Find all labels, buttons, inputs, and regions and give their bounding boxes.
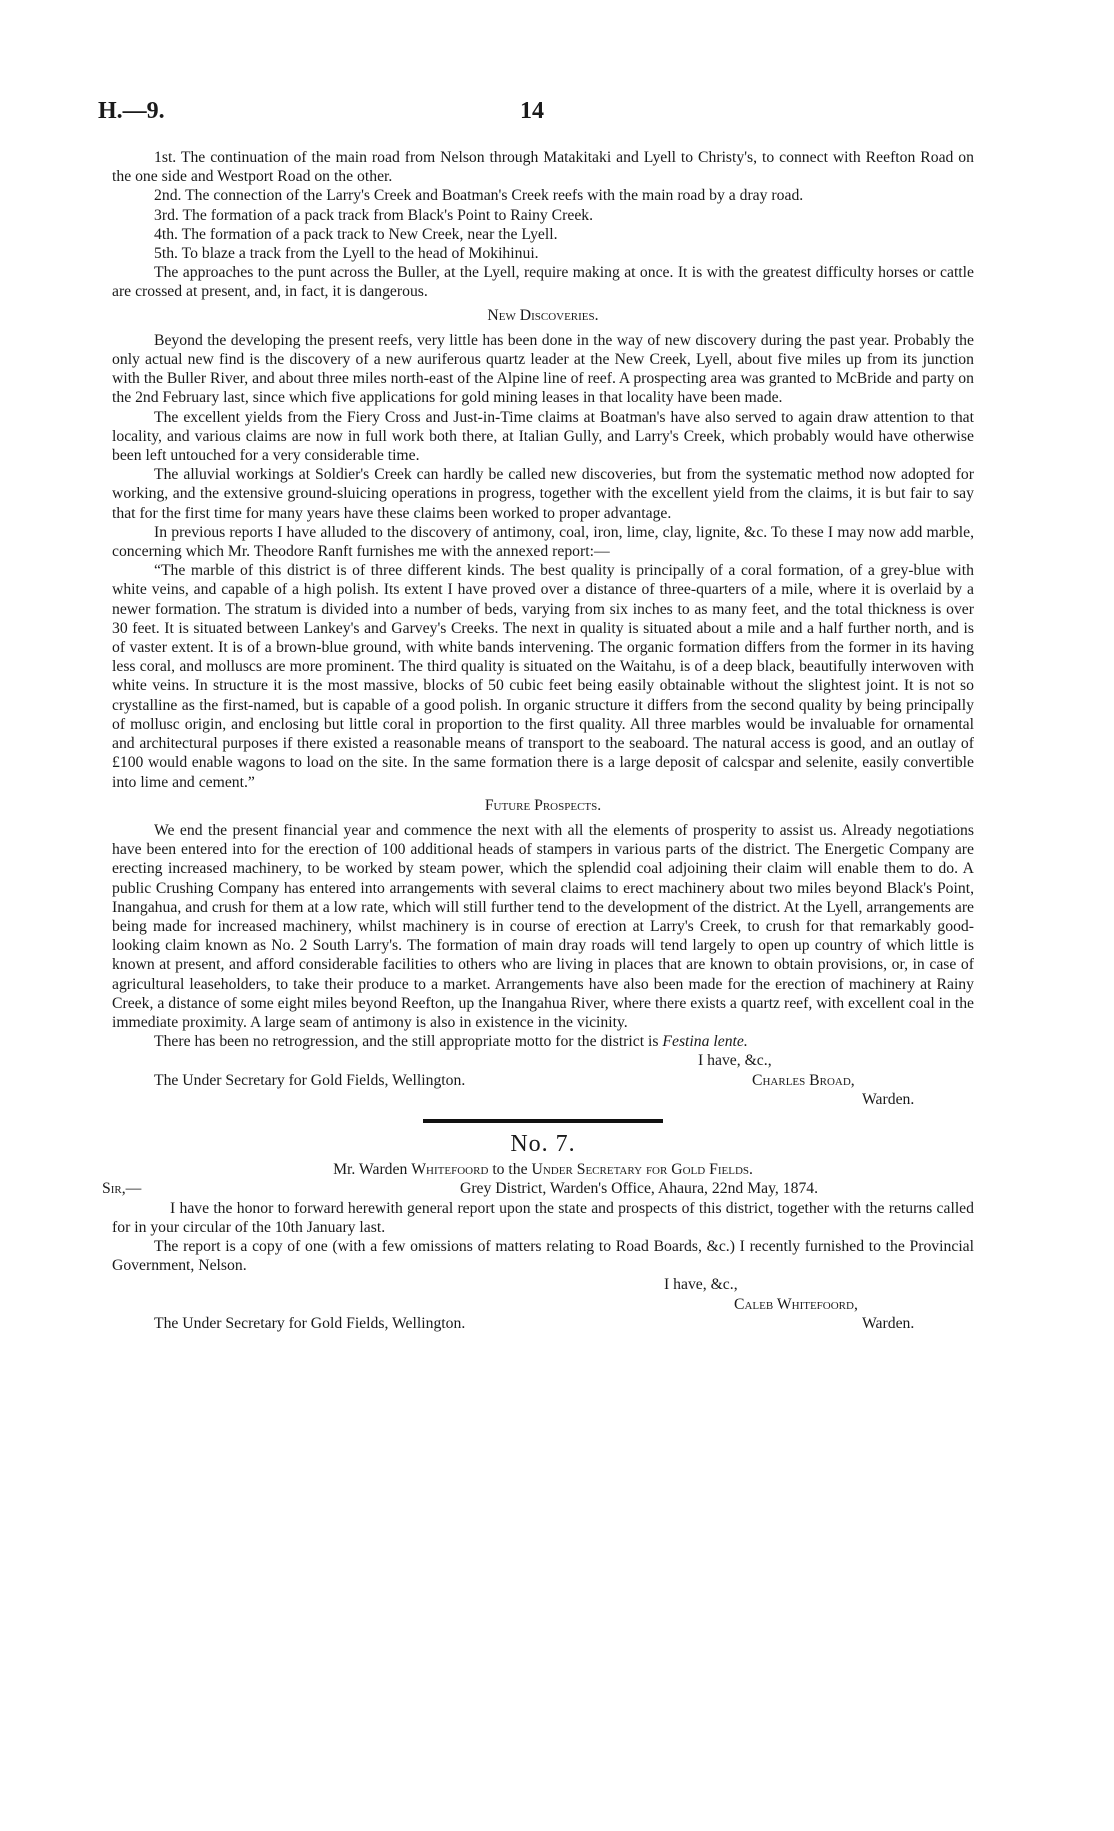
signoff-line-1 [112, 1051, 974, 1070]
paragraph: The report is a copy of one (with a few omissions of matters relating to Road Boards, &c.) I recently furnished to the Provincial Government, Nelson. [112, 1237, 974, 1275]
subtitle-prefix: Mr. Warden [333, 1161, 412, 1179]
i-have-text: I have, &c., [698, 1052, 772, 1070]
closing-paragraph [112, 1032, 974, 1051]
salutation-line [102, 1179, 974, 1198]
list-item: 5th. To blaze a track from the Lyell to the head of Mokihinui. [154, 245, 539, 263]
list-item: 1st. The continuation of the main road from Nelson through Matakitaki and Lyell to Christy's, to connect with Reefton Road on the one side and Westport Road on the other. [112, 149, 974, 186]
report-code: H.—9. [98, 98, 165, 124]
paragraph: We end the present financial year and commence the next with all the elements of prosperity to assist us. Already negotiations have been entered into for the erection of 100 additional heads of stampers in various parts of the district. The Energetic Company are erecting increased machinery, to be worked by steam power, which the splendid coal adjoining their claim will enable them to do. A public Crushing Company has entered into arrangements with several claims to erect machinery about two miles beyond Black's Point, Inangahua, and crush for them at a low rate, which will still further tend to the development of the district. At the Lyell, arrangements are being made for increased machinery, whilst machinery is in course of erection at Larry's Creek, to crush for that remarkably good-looking claim known as No. 2 South Larry's. The formation of main dray roads will tend largely to open up country of which little is known at present, and afford considerable facilities to others who are living in places that are known to obtain provisions, or, in case of agricultural leaseholders, to take their produce to a market. Arrangements have also been made for the erection of machinery at Rainy Creek, a distance of some eight miles beyond Reefton, up the Inangahua River, where there exists a quartz reef, with excellent coal in the immediate proximity. A large seam of antimony is also in existence in the vicinity. [112, 821, 974, 1031]
list-item: 2nd. The connection of the Larry's Creek and Boatman's Creek reefs with the main road by a dray road. [154, 187, 804, 205]
signer-name: Charles Broad, [752, 1071, 855, 1089]
signer-title: Warden. [862, 1314, 915, 1332]
signoff-line-3 [112, 1090, 974, 1109]
page-body [102, 148, 974, 1333]
salutation: Sir,— [102, 1180, 142, 1198]
paragraph: In previous reports I have alluded to the discovery of antimony, coal, iron, lime, clay, lignite, &c. To these I may now add marble, concerning which Mr. Theodore Ranft furnishes me with the annexed report:— [112, 523, 974, 561]
letter-subtitle [112, 1160, 974, 1179]
addressee: The Under Secretary for Gold Fields, Wellington. [154, 1314, 466, 1332]
section-divider [423, 1119, 663, 1123]
signer-name: Caleb Whitefoord, [734, 1295, 858, 1313]
subtitle-recipient: Under Secretary for Gold Fields. [531, 1161, 753, 1179]
subtitle-name: Whitefoord [411, 1161, 489, 1179]
road-list [112, 148, 974, 263]
addressee: The Under Secretary for Gold Fields, Wellington. [154, 1071, 466, 1089]
list-item: 3rd. The formation of a pack track from Black's Point to Rainy Creek. [154, 206, 594, 224]
signoff-line-3 [112, 1314, 974, 1333]
i-have-text: I have, &c., [664, 1276, 738, 1294]
approaches-paragraph: The approaches to the punt across the Buller, at the Lyell, require making at once. It is with the greatest difficulty horses or cattle are crossed at present, and, in fact, it is dangerous. [112, 264, 974, 301]
section-heading-new-discoveries: New Discoveries. [487, 306, 599, 324]
paragraph: The excellent yields from the Fiery Cross and Just-in-Time claims at Boatman's have also served to again draw attention to that locality, and various claims are now in full work both there, at Italian Gully, and Larry's Creek, which probably would have otherwise been left untouched for a very considerable time. [112, 408, 974, 465]
page-number: 14 [520, 98, 544, 124]
signer-title: Warden. [862, 1090, 915, 1108]
closing-motto: Festina lente. [662, 1033, 748, 1051]
paragraph: I have the honor to forward herewith general report upon the state and prospects of this district, together with the returns called for in your circular of the 10th January last. [112, 1199, 974, 1236]
paragraph: The alluvial workings at Soldier's Creek can hardly be called new discoveries, but from the systematic method now adopted for working, and the extensive ground-sluicing operations in progress, together with the excellent yield from the claims, it is but fair to say that for the first time for many years have these claims been worked to proper advantage. [112, 466, 974, 522]
signoff-line-2 [112, 1295, 974, 1314]
paragraph: Beyond the developing the present reefs, very little has been done in the way of new discovery during the past year. Probably the only actual new find is the discovery of a new auriferous quartz leader at the New Creek, Lyell, about five miles up from its junction with the Buller River, and about three miles north-east of the Alpine line of reef. A prospecting area was granted to McBride and party on the 2nd February last, since which five applications for gold mining leases in that locality have been made. [112, 331, 974, 407]
letter-number: No. 7. [510, 1130, 576, 1157]
marble-report-quote: “The marble of this district is of three different kinds. The best quality is principally of a coral formation, of a grey-blue with white veins, and capable of a high polish. Its extent I have proved over a distance of three-quarters of a mile, where it is overlaid by a newer formation. The stratum is divided into a number of beds, varying from six inches to as many feet, and the total thickness is over 30 feet. It is situated between Lankey's and Garvey's Creeks. The next in quality is situated about a mile and a half further north, and is of vaster extent. It is of a brown-blue ground, with white bands intervening. The organic formation differs from the former in its having less coral, and molluscs are more prominent. The third quality is situated on the Waitahu, is of a deep black, beautifully interwoven with white veins. In structure it is the most massive, blocks of 50 cubic feet being easily obtainable without the slightest joint. It is not so crystalline as the first-named, but is capable of a good polish. In organic structure it differs from the second quality by being principally of mollusc origin, and enclosing but little coral in proportion to the first quality. All three marbles would be invaluable for ornamental and architectural purposes if there existed a reasonable means of transport to the seaboard. The natural access is good, and an outlay of £100 would enable wagons to load on the site. In the same formation there is a large deposit of calcspar and selenite, easily convertible into lime and cement.” [112, 562, 974, 791]
subtitle-mid: to the [488, 1161, 532, 1179]
signoff-line-1 [112, 1275, 974, 1294]
section-heading-future-prospects: Future Prospects. [484, 796, 602, 814]
list-item: 4th. The formation of a pack track to New Creek, near the Lyell. [154, 225, 558, 243]
place-date: Grey District, Warden's Office, Ahaura, 22nd May, 1874. [460, 1180, 819, 1198]
closing-text: There has been no retrogression, and the still appropriate motto for the district is [154, 1033, 663, 1051]
signoff-line-2 [112, 1071, 974, 1090]
